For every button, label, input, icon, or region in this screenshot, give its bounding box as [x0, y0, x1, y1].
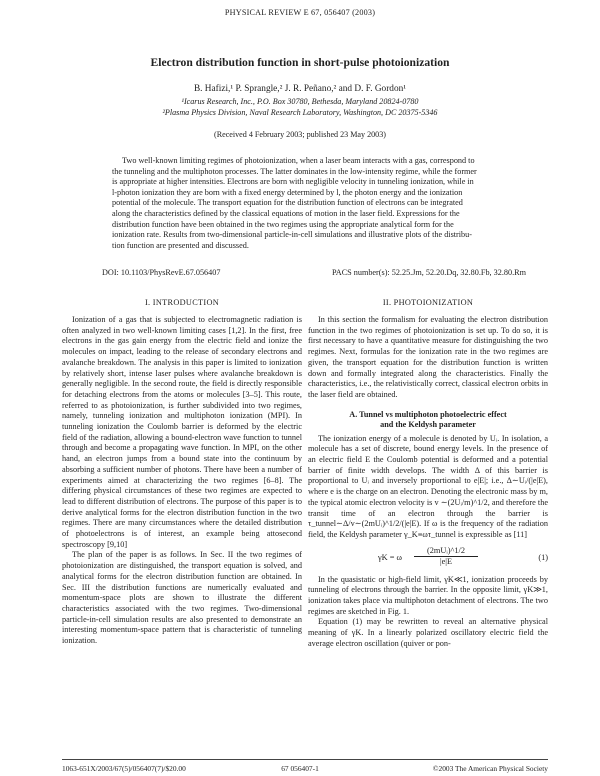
equation-lhs: γK = ω — [378, 552, 402, 562]
author-list: B. Hafizi,¹ P. Sprangle,² J. R. Peñano,² and D. F. Gordon¹ — [193, 84, 407, 94]
affiliation-1: ¹Icarus Research, Inc., P.O. Box 30780, Bethesda, Maryland 20824-0780 — [181, 97, 419, 106]
footer-copyright: ©2003 The American Physical Society — [432, 764, 548, 773]
photoionization-paragraph-4: Equation (1) may be rewritten to reveal an alternative physical meaning of γK. In a linearly polarized oscillatory electric field the average electron oscillation (quiver or pon- — [308, 617, 548, 648]
abstract-line: tion function are presented and discussed. — [112, 240, 249, 250]
photoionization-paragraph-2: The ionization energy of a molecule is denoted by Uᵢ. In isolation, a molecule has a set of discrete, bound energy levels. In the presence of an electric field E the Coulomb potential is deformed and a potential barrier of finite width develops. The width Δ of this barrier is proportional to Uᵢ and inversely proportional to e|E|; i.e., Δ∼Uᵢ/(|e|E), where e is the charge on an electron. Denoting the electronic mass by m, the typical atomic electron velocity is v ∼(2Uᵢ/m)^1/2, and therefore the transit time of an electron through the barrier is τ_tunnel∼Δ/v∼(2mUᵢ)^1/2/(|e|E). If ω is the frequency of the radiation field, the Keldysh parameter γ_K≡ωτ_tunnel is expressible as [11] — [308, 433, 548, 539]
equation-denominator: |e|E — [439, 557, 453, 567]
equation-fraction — [414, 546, 478, 568]
doi-link[interactable]: DOI: 10.1103/PhysRevE.67.056407 — [102, 268, 221, 277]
subsection-heading-line2: and the Keldysh parameter — [380, 420, 476, 430]
footer-issn: 1063-651X/2003/67(5)/056407(7)/$20.00 — [62, 764, 186, 773]
received-dates: (Received 4 February 2003; published 23 May 2003) — [214, 130, 386, 139]
equation-numerator: (2mUᵢ)^1/2 — [414, 546, 478, 558]
right-column — [308, 315, 548, 650]
abstract-line: distribution function have been obtained in the two regimes using the appropriate analytical form for the — [112, 219, 454, 229]
equation-label: (1) — [538, 552, 548, 562]
journal-header: PHYSICAL REVIEW E 67, 056407 (2003) — [224, 8, 376, 17]
abstract-line: is appropriate at higher intensities. Electrons are born with negligible velocity in tunneling ionization, while in — [112, 177, 474, 187]
left-column — [62, 315, 302, 647]
pacs-numbers: PACS number(s): 52.25.Jm, 52.20.Dq, 32.80.Fb, 32.80.Rm — [332, 268, 526, 277]
photoionization-paragraph-3: In the quasistatic or high-field limit, γK≪1, ionization proceeds by tunneling of electrons through the barrier. In the opposite limit, γK≫1, ionization takes place via multiphoton detachment of electrons. The two regimes are sketched in Fig. 1. — [308, 574, 548, 616]
intro-paragraph-2: The plan of the paper is as follows. In Sec. II the two regimes of photoionization are distinguished, the transport equation is solved, and analytical forms for the electron distribution function are obtained. In Sec. III the distribution functions are numerically evaluated and momentum-space plots are shown to illustrate the different characteristics associated with the two regimes. Two-dimensional particle-in-cell simulation results are also presented to demonstrate an interesting momentum-space pattern that is characteristic of tunneling ionization. — [62, 550, 302, 646]
abstract-line: ionization rate. Results from two-dimensional particle-in-cell simulations and illustrative plots of the distribu- — [112, 230, 472, 240]
footer-rule — [62, 759, 548, 760]
section-heading-intro: I. INTRODUCTION — [144, 298, 220, 307]
section-heading-photoionization: II. PHOTOIONIZATION — [382, 298, 474, 307]
abstract — [112, 156, 488, 251]
subsection-heading-a — [308, 410, 548, 431]
affiliation-2: ²Plasma Physics Division, Naval Research Laboratory, Washington, DC 20375-5346 — [162, 108, 438, 117]
abstract-line: Two well-known limiting regimes of photoionization, when a laser beam interacts with a gas, correspond to — [122, 156, 475, 165]
subsection-heading-line1: A. Tunnel vs multiphoton photoelectric effect — [349, 409, 507, 419]
footer-page-number: 67 056407-1 — [281, 764, 319, 773]
equation-1 — [308, 544, 548, 572]
abstract-line: potential of the molecule. The transport equation for the distribution function of electrons can be integrated — [112, 198, 463, 208]
abstract-line: l-photon ionization they are born with a fixed energy determined by l, the photon energy and the ionization — [112, 187, 463, 197]
abstract-line: along the characteristics defined by the classical equations of motion in the laser field. Expressions for the — [112, 208, 460, 218]
abstract-line: the tunneling and the multiphoton processes. The latter dominates in the low-intensity regime, while the former — [112, 166, 477, 176]
photoionization-paragraph-1: In this section the formalism for evaluating the electron distribution function in the two regimes of photoionization is set up. To do so, it is first necessary to have a quantitative measure for distinguishing the two regimes. Next, formulas for the ionization rate in the two regimes are given, the transport equation for the distribution function is written down and formally integrated along the characteristics. Finally the characteristics, i.e., the relativistically correct, classical electron orbits in the laser field are obtained. — [308, 315, 548, 399]
intro-paragraph-1: Ionization of a gas that is subjected to electromagnetic radiation is often analyzed in two well-known limiting cases [1,2]. In the first, free electrons in the gas gain energy from the electric field and ionize the molecules on impact, leading to the release of secondary electrons and avalanche breakdown. The analysis in this paper is limited to ionization by relatively short, intense laser pulses where avalanche breakdown is generally negligible. In the second route, the field is directly responsible for detaching electrons from the atoms or molecules [3–5]. This route, referred to as photoionization, is further subdivided into two regimes, namely, tunneling ionization and multiphoton ionization (MPI). In tunneling ionization the Coulomb barrier is deformed by the electric field of the radiation, allowing a bound-electron wave function to tunnel through and become a propagating wave function. In MPI, on the other hand, an electron jumps from a bound state into the continuum by absorbing a sufficient number of photons. There have been a number of experiments aimed at characterizing the two regimes [6–8]. The differing physical circumstances of these two regimes are expected to lead to different distribution of electrons. The purpose of this paper is to derive analytical forms for the electron distribution function in the two regimes. There are many circumstances where the detailed distribution of photoelectrons is of interest, an example being attosecond spectroscopy [9,10] — [62, 315, 302, 549]
paper-title: Electron distribution function in short-pulse photoionization — [150, 56, 450, 69]
